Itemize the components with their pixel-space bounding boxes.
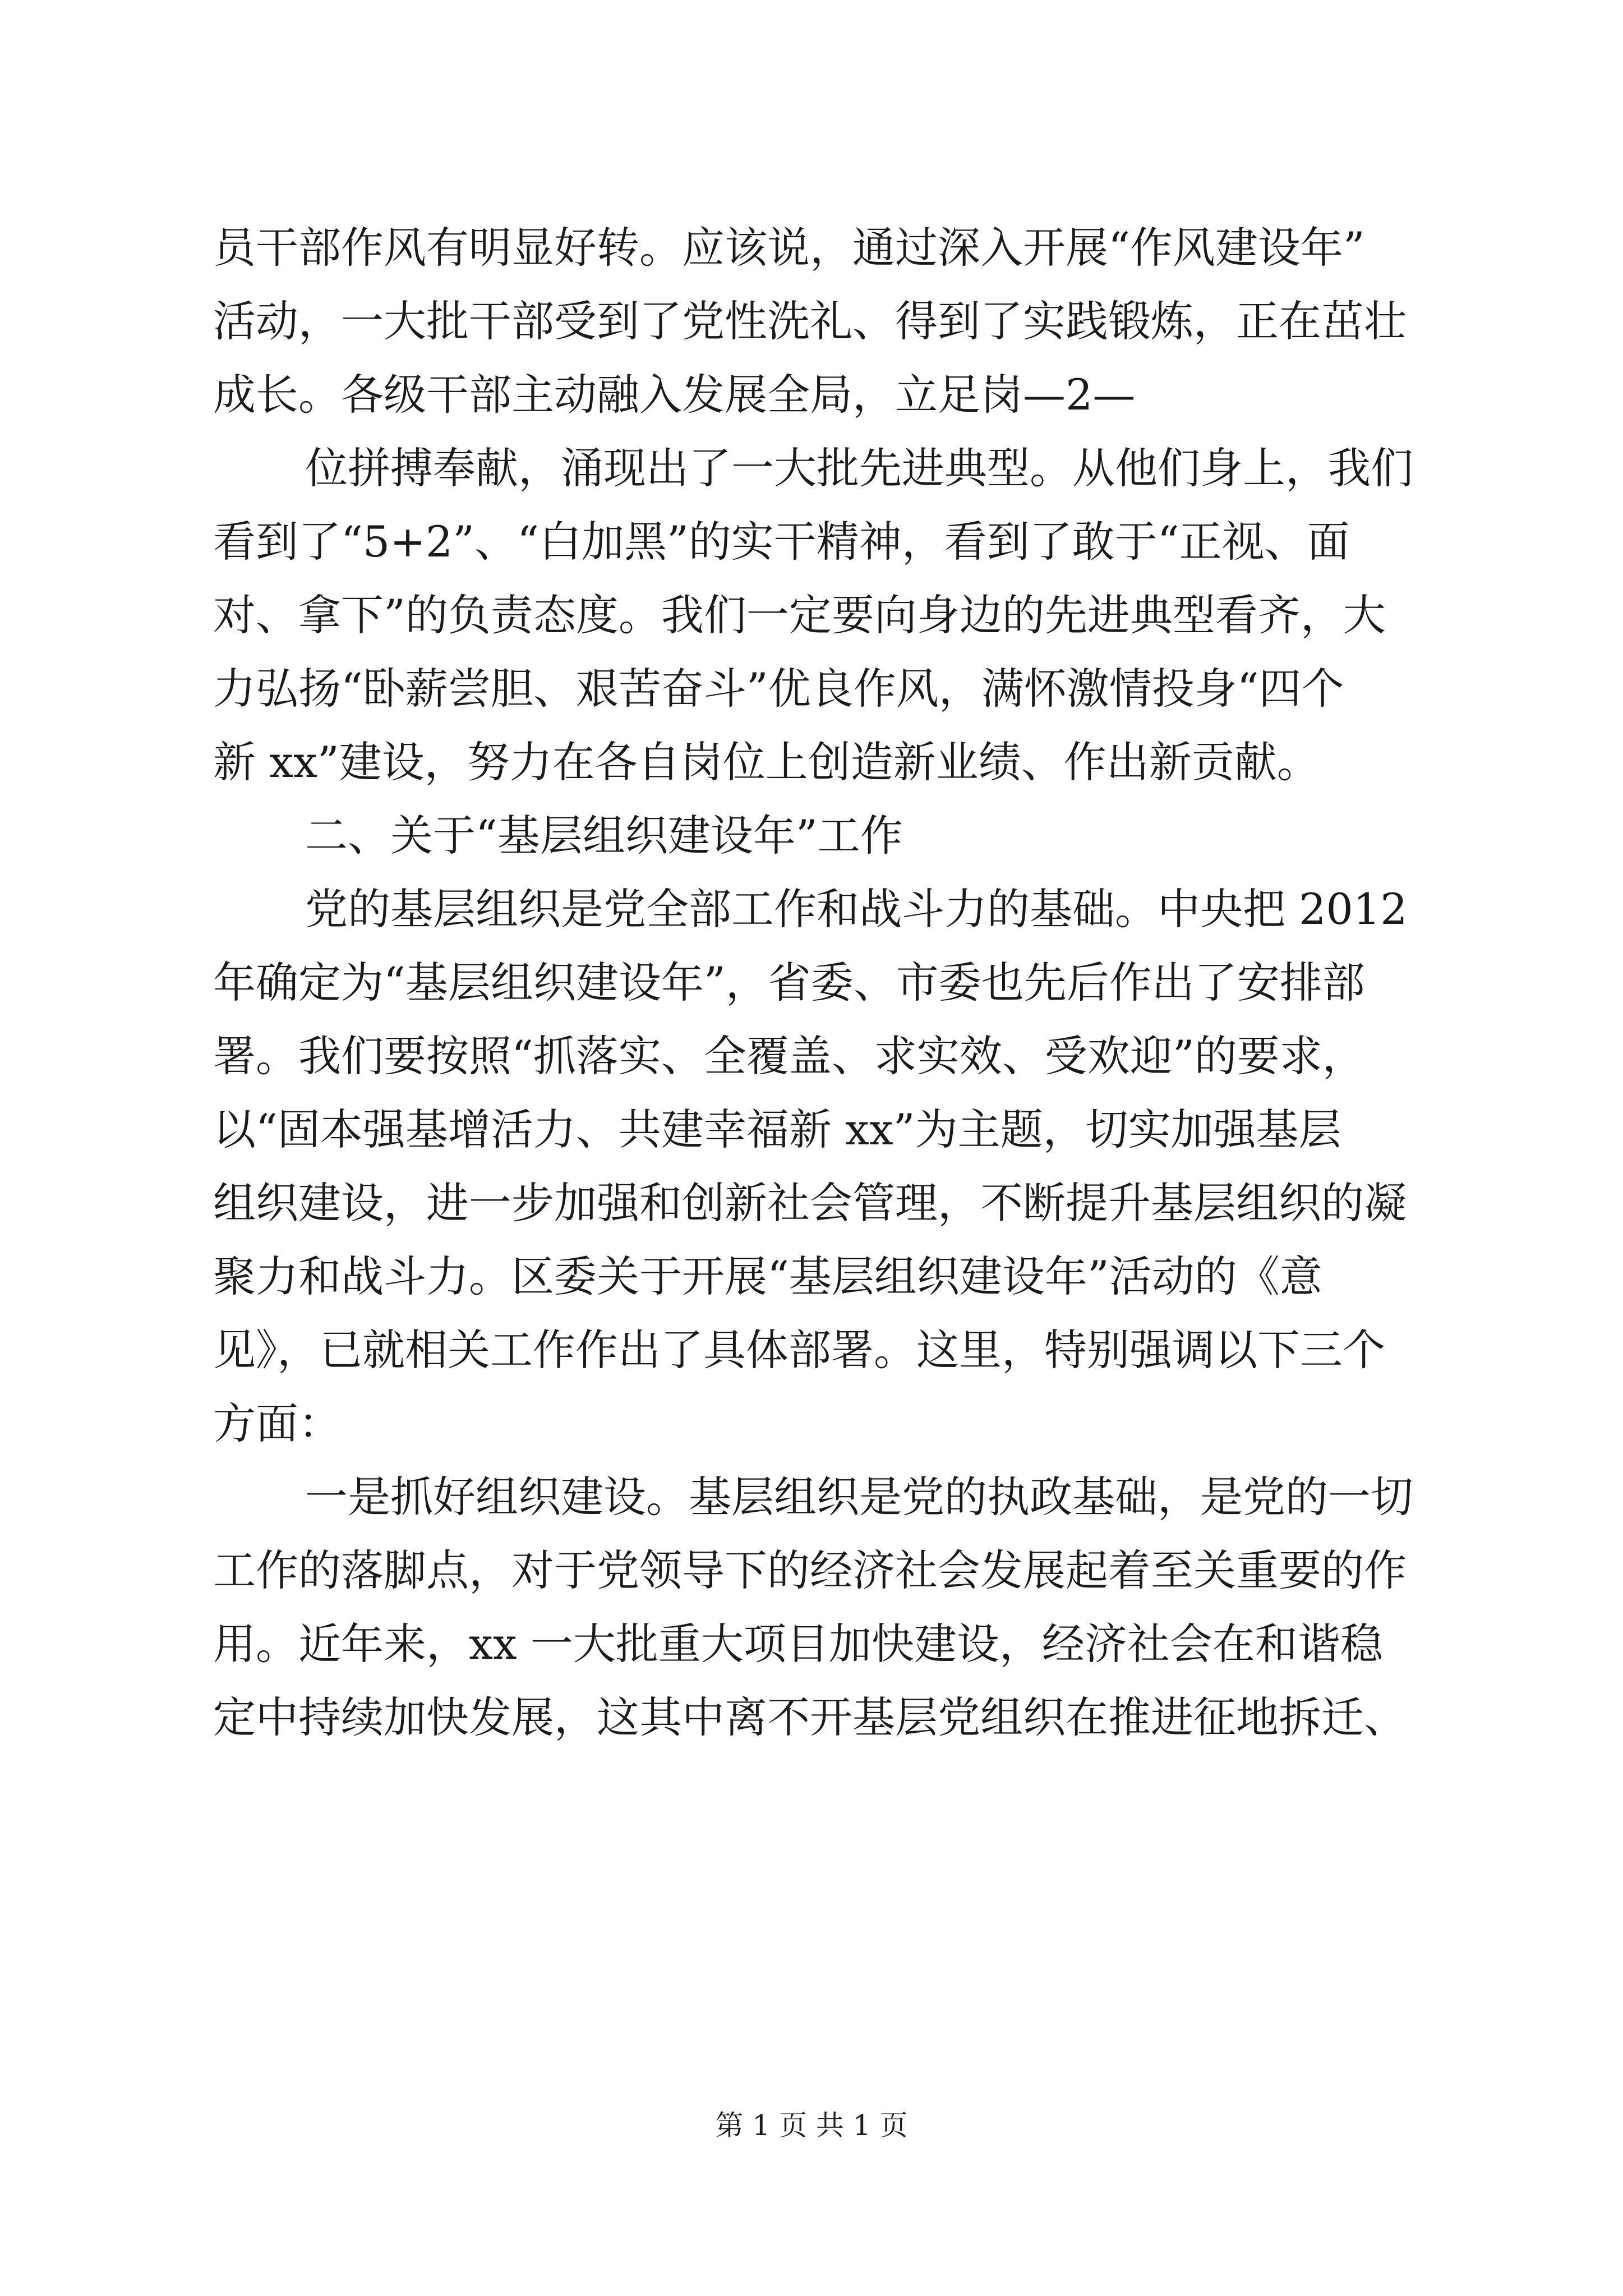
text-line: 聚力和战斗力。区委关于开展“基层组织建设年”活动的《意 [213,1251,1322,1301]
text-line: 用。近年来，xx 一大批重大项目加快建设，经济社会在和谐稳 [213,1619,1383,1669]
text-line: 位拼搏奉献，涌现出了一大批先进典型。从他们身上，我们 [305,443,1413,493]
text-line: 新 xx”建设，努力在各自岗位上创造新业绩、作出新贡献。 [213,737,1320,787]
text-line: 活动，一大批干部受到了党性洗礼、得到了实践锻炼，正在茁壮 [213,296,1407,346]
text-line: 以“固本强基增活力、共建幸福新 xx”为主题，切实加强基层 [213,1105,1341,1154]
text-line: 组织建设，进一步加强和创新社会管理，不断提升基层组织的凝 [213,1178,1407,1228]
text-line: 员干部作风有明显好转。应该说，通过深入开展“作风建设年” [213,223,1365,273]
text-line: 见》，已就相关工作作出了具体部署。这里，特别强调以下三个 [213,1325,1385,1375]
text-line: 对、拿下”的负责态度。我们一定要向身边的先进典型看齐，大 [213,590,1386,640]
text-line: 方面： [213,1398,341,1448]
page-number-footer: 第 1 页 共 1 页 [715,2109,908,2142]
text-line: 一是抓好组织建设。基层组织是党的执政基础，是党的一切 [305,1472,1413,1522]
text-line: 署。我们要按照“抓落实、全覆盖、求实效、受欢迎”的要求， [213,1031,1365,1081]
section-heading: 二、关于“基层组织建设年”工作 [305,811,903,861]
text-line: 成长。各级干部主动融入发展全局，立足岗—2— [213,370,1136,420]
text-line: 年确定为“基层组织建设年”，省委、市委也先后作出了安排部 [213,958,1365,1007]
text-line: 力弘扬“卧薪尝胆、艰苦奋斗”优良作风，满怀激情投身“四个 [213,664,1344,714]
text-line: 党的基层组织是党全部工作和战斗力的基础。中央把 2012 [305,884,1408,934]
text-line: 看到了“5+2”、“白加黑”的实干精神，看到了敢于“正视、面 [213,517,1350,567]
text-line: 定中持续加快发展，这其中离不开基层党组织在推进征地拆迁、 [213,1692,1407,1742]
text-line: 工作的落脚点，对于党领导下的经济社会发展起着至关重要的作 [213,1545,1407,1595]
